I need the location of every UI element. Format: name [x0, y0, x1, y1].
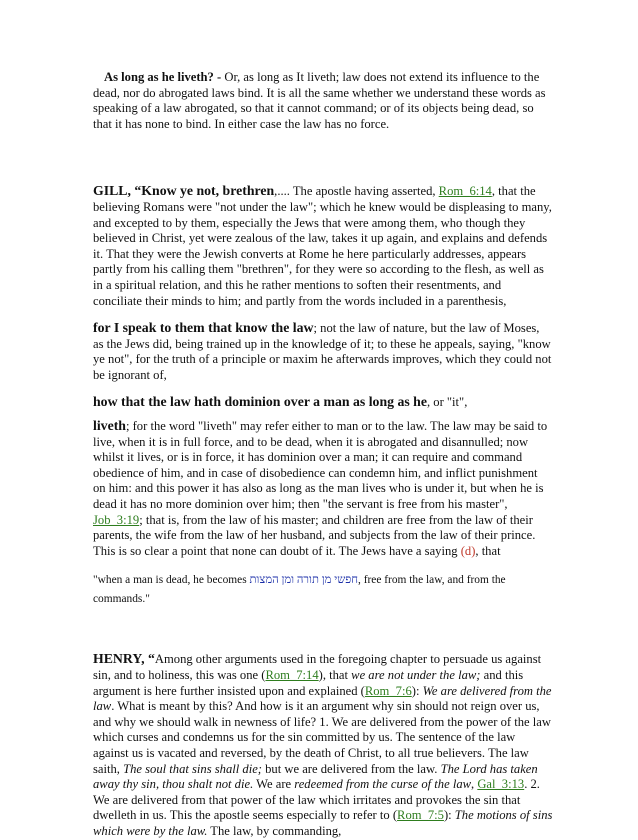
scripture-link[interactable]: Gal_3:13 — [477, 777, 525, 792]
footnote-marker[interactable]: (d) — [460, 543, 476, 558]
scripture-link[interactable]: Job_3:19 — [93, 512, 140, 527]
scripture-link[interactable]: Rom_6:14 — [438, 184, 492, 199]
paragraph-heading: how that the law hath dominion over a man as long as he — [93, 393, 427, 409]
paragraph-heading: liveth — [93, 418, 126, 434]
paragraph-heading: for I speak to them that know the law — [93, 320, 314, 336]
paragraph-heading: As long as he liveth? - — [104, 70, 222, 84]
hebrew-text: חפשי מן תורה ומן המצות — [249, 574, 359, 587]
scripture-link[interactable]: Rom_7:6 — [364, 683, 412, 698]
paragraph-liveth: liveth; for the word "liveth" may refer either to man or to the law. The law may be said to live, when it is in full force, and to be dead, when it is abrogated and disannulled; now whilst it lives, or is in force, it has dominion over a man; it can require and command obedience of him, and in case of disobedience can condemn him, and inflict punishment on him: and this power it has also as long as the man lives who is under it, but when he is dead it has no more dominion over him; then "the servant is free from his master", Job_3:19; that is, from the law of his master; and children are free from the law of their parents, the wife from the law of her husband, and subjects from the law of their prince. This is so clear a point that none can doubt of it. The Jews have a saying (d), that — [93, 418, 548, 558]
paragraph-quote: "when a man is dead, he becomes חפשי מן תורה ומן המצות, free from the law, and from the commands." — [93, 574, 506, 606]
paragraph-dominion: how that the law hath dominion over a man as long as he, or "it", — [93, 393, 468, 409]
scripture-link[interactable]: Rom_7:14 — [265, 668, 319, 683]
paragraph-gill: GILL, “Know ye not, brethren,.... The apostle having asserted, Rom_6:14, that the believing Romans were "not under the law"; which he knew would be displeasing to many, and excepted to by them, especially the Jews that were among them, who though they believed in Christ, yet were zealous of the law, takes it up again, and explains and defends it. That they were the Jewish converts at Rome he here particularly addresses, appears partly from his calling them "brethren", for they were so according to the flesh, as well as in a spiritual relation, and this he rather mentions to soften their resentments, and conciliate their minds to him; and partly from the words included in a parenthesis, — [93, 183, 552, 308]
paragraph-as-long-as — [93, 70, 553, 132]
scripture-link[interactable]: Rom_7:5 — [397, 808, 444, 823]
gill-heading: GILL, “Know ye not, brethren — [93, 183, 275, 199]
document-page — [93, 70, 553, 840]
paragraph-text: Or, as long as It liveth; law does not extend its influence to the dead, nor do abrogated laws bind. It is all the same whether we understand these words as speaking of a law abrogated, so that it cannot command; or of its objects being dead, so that it has none to bind. In either case the law has no force. — [93, 70, 546, 131]
paragraph-henry: HENRY, “Among other arguments used in the foregoing chapter to persuade us against sin, and to holiness, this was one (Rom_7:14), that we are not under the law; and this argument is here further insisted upon and explained (Rom_7:6): We are delivered from the law. What is meant by this? And how is it an argument why sin should not reign over us, and why we should walk in newness of life? 1. We are delivered from the power of the law which curses and condemns us for the sin committed by us. The sentence of the law against us is vacated and reversed, by the death of Christ, to all true believers. The law saith, The soul that sins shall die; but we are delivered from the law. The Lord has taken away thy sin, thou shalt not die. We are redeemed from the curse of the law, Gal_3:13. 2. We are delivered from that power of the law which irritates and provokes the sin that dwelleth in us. This the apostle seems especially to refer to (Rom_7:5): The motions of sins which were by the law. The law, by commanding, — [93, 651, 553, 838]
paragraph-know-the-law: for I speak to them that know the law; not the law of nature, but the law of Moses, as the Jews did, being trained up in the knowledge of it; to these he appeals, saying, "know ye not", for the truth of a principle or maxim he afterwards improves, which they could not be ignorant of, — [93, 320, 552, 382]
henry-heading: HENRY, “ — [93, 651, 155, 667]
